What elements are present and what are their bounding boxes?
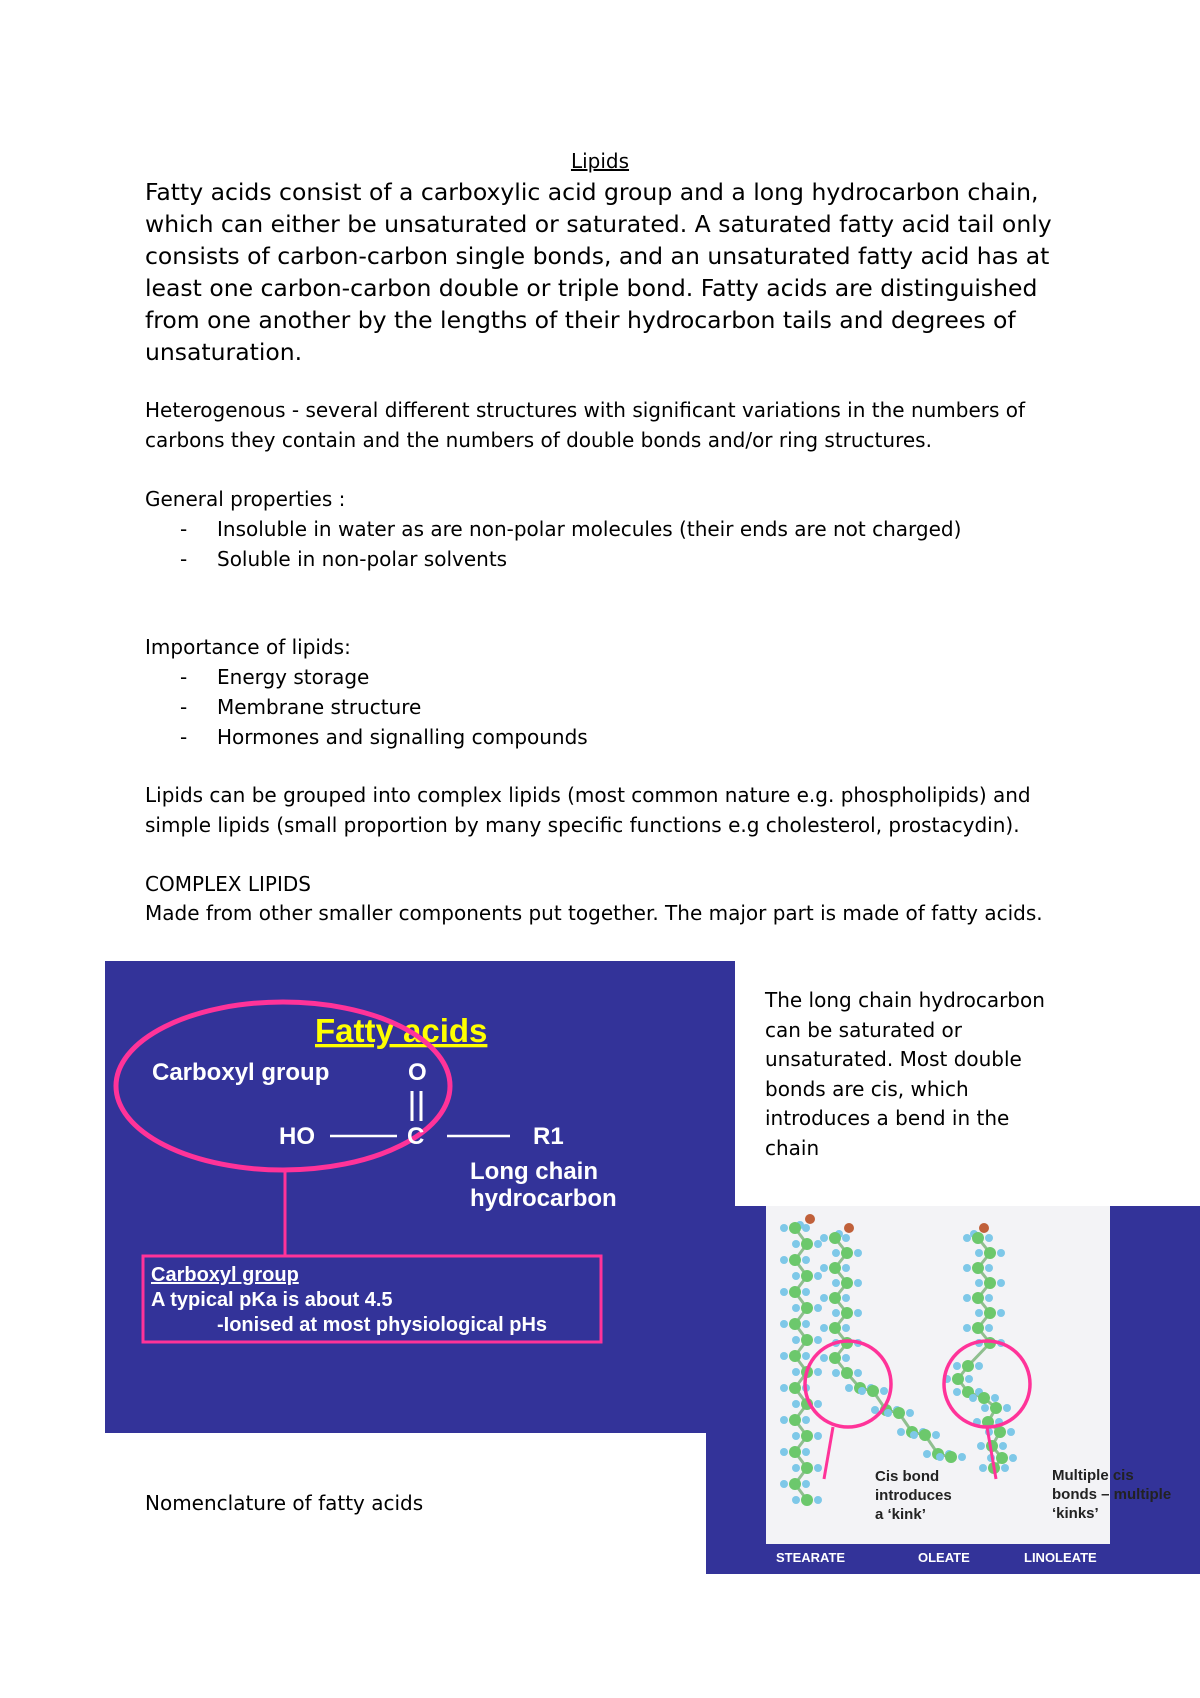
hydrogen-atom xyxy=(936,1453,944,1461)
oxygen-atom xyxy=(844,1223,854,1233)
carbon-atom xyxy=(801,1462,813,1474)
side-note-line: bonds are cis, which xyxy=(765,1076,969,1101)
carbon-atom xyxy=(919,1429,931,1441)
intro-line: consists of carbon-carbon single bonds, and an unsaturated fatty acid has at xyxy=(145,242,1050,270)
cis-label-line: Cis bond xyxy=(875,1468,940,1485)
side-note-line: introduces a bend in the xyxy=(765,1106,1010,1130)
complex-lipids-heading: COMPLEX LIPIDS xyxy=(145,872,311,896)
hydrogen-atom xyxy=(792,1240,800,1248)
hydrogen-atom xyxy=(820,1324,828,1332)
hydrogen-atom xyxy=(897,1428,905,1436)
hydrogen-atom xyxy=(792,1464,800,1472)
cis-bond-highlight-circle xyxy=(805,1341,891,1427)
carbon-atom xyxy=(962,1360,974,1372)
hydrogen-atom xyxy=(975,1249,983,1257)
hydrogen-atom xyxy=(780,1256,788,1264)
hydrogen-atom xyxy=(997,1309,1005,1317)
carbon-atom xyxy=(893,1407,905,1419)
hydrogen-atom xyxy=(963,1264,971,1272)
carbon-atom xyxy=(984,1277,996,1289)
oxygen-atom: O xyxy=(408,1059,427,1086)
hydroxyl-label: HO xyxy=(279,1123,315,1150)
hydrogen-atom xyxy=(802,1288,810,1296)
hydrogen-atom xyxy=(906,1409,914,1417)
hydrogen-atom xyxy=(780,1224,788,1232)
page-title: Lipids xyxy=(570,149,630,173)
cis-label-line: a ‘kink’ xyxy=(875,1506,926,1523)
hydrogen-atom xyxy=(792,1496,800,1504)
carbon-atom xyxy=(972,1232,984,1244)
carbon-atom xyxy=(829,1232,841,1244)
general-properties-list xyxy=(180,514,961,574)
hydrogen-atom xyxy=(832,1249,840,1257)
fatty-acid-models-slide xyxy=(706,1206,1200,1574)
grouping-paragraph xyxy=(145,780,1031,840)
hydrogen-atom xyxy=(780,1384,788,1392)
stearate-label: STEARATE xyxy=(776,1550,846,1565)
hydrogen-atom xyxy=(792,1368,800,1376)
hydrogen-atom xyxy=(953,1362,961,1370)
carbon-atom xyxy=(829,1322,841,1334)
long-chain-label: Long chain xyxy=(470,1158,598,1185)
hydrogen-atom xyxy=(969,1394,977,1402)
hydrogen-atom xyxy=(814,1240,822,1248)
hydrogen-atom xyxy=(1009,1454,1017,1462)
carbon-atom xyxy=(801,1270,813,1282)
hydrogen-atom xyxy=(979,1464,987,1472)
carbon-atom xyxy=(978,1392,990,1404)
carbon-atom xyxy=(789,1318,801,1330)
hydrogen-atom xyxy=(963,1234,971,1242)
carbon-atom xyxy=(801,1494,813,1506)
carbon-atom xyxy=(801,1302,813,1314)
carbon-atom xyxy=(984,1307,996,1319)
hydrogen-atom xyxy=(814,1464,822,1472)
carbon-atom xyxy=(801,1238,813,1250)
grouping-line: Lipids can be grouped into complex lipids (most common nature e.g. phospholipids) and xyxy=(145,783,1031,807)
oxygen-atom xyxy=(805,1214,815,1224)
hydrogen-atom xyxy=(997,1279,1005,1287)
hydrogen-atom xyxy=(780,1448,788,1456)
hydrogen-atom xyxy=(832,1279,840,1287)
list-item: - Insoluble in water as are non-polar molecules (their ends are not charged) xyxy=(180,517,962,541)
importance-heading: Importance of lipids: xyxy=(145,635,351,659)
hydrogen-atom xyxy=(802,1416,810,1424)
list-item: - Soluble in non-polar solvents xyxy=(180,547,508,571)
oxygen-atom xyxy=(979,1223,989,1233)
carbon-atom xyxy=(829,1352,841,1364)
molecule-chains xyxy=(780,1214,1017,1506)
hydrogen-atom xyxy=(985,1234,993,1242)
hydrogen-atom xyxy=(953,1388,961,1396)
carbon-atom xyxy=(972,1262,984,1274)
hydrogen-atom xyxy=(965,1375,973,1383)
carbon-atom xyxy=(801,1430,813,1442)
info-box-title: Carboxyl group xyxy=(151,1264,299,1286)
hydrogen-atom xyxy=(780,1288,788,1296)
carbon-atom xyxy=(841,1247,853,1259)
hydrogen-atom xyxy=(814,1432,822,1440)
hydrogen-atom xyxy=(802,1352,810,1360)
hydrogen-atom xyxy=(842,1234,850,1242)
carbon-atom xyxy=(789,1350,801,1362)
hydrogen-atom xyxy=(985,1324,993,1332)
hydrogen-atom xyxy=(854,1309,862,1317)
hydrogen-atom xyxy=(842,1354,850,1362)
list-item: - Hormones and signalling compounds xyxy=(180,725,588,749)
complex-lipids-text: Made from other smaller components put together. The major part is made of fatty acids. xyxy=(145,901,1043,925)
carbon-atom xyxy=(990,1402,1002,1414)
hydrogen-atom xyxy=(985,1264,993,1272)
hydrogen-atom xyxy=(802,1448,810,1456)
hydrogen-atom xyxy=(832,1309,840,1317)
fatty-acids-slide xyxy=(105,961,735,1433)
list-item: - Energy storage xyxy=(180,665,370,689)
side-note xyxy=(765,986,1045,1163)
heterogenous-line: Heterogenous - several different structures with significant variations in the numbers of xyxy=(145,398,1026,422)
side-note-line: chain xyxy=(765,1135,820,1160)
carbon-atom xyxy=(972,1292,984,1304)
carbon-atom xyxy=(789,1222,801,1234)
hydrogen-atom xyxy=(792,1432,800,1440)
intro-line: which can either be unsaturated or saturated. A saturated fatty acid tail only xyxy=(145,210,1052,238)
hydrogen-atom xyxy=(842,1324,850,1332)
info-box-pka: A typical pKa is about 4.5 xyxy=(151,1289,393,1311)
hydrogen-atom xyxy=(820,1234,828,1242)
hydrogen-atom xyxy=(932,1431,940,1439)
hydrogen-atom xyxy=(780,1480,788,1488)
hydrogen-atom xyxy=(780,1352,788,1360)
hydrogen-atom xyxy=(814,1272,822,1280)
side-note-line: unsaturated. Most double xyxy=(765,1047,1022,1071)
molecular-models-diagram xyxy=(706,1206,1200,1574)
hydrogen-atom xyxy=(832,1369,840,1377)
hydrogen-atom xyxy=(802,1480,810,1488)
hydrogen-atom xyxy=(1001,1464,1009,1472)
carbon-atom xyxy=(789,1478,801,1490)
cis-label-line: introduces xyxy=(875,1487,952,1504)
hydrogen-atom xyxy=(802,1224,810,1232)
carbon-atom xyxy=(841,1307,853,1319)
hydrogen-atom xyxy=(975,1309,983,1317)
hydrogen-atom xyxy=(780,1320,788,1328)
multiple-cis-label-line: Multiple cis xyxy=(1052,1467,1134,1484)
intro-line: from one another by the lengths of their hydrocarbon tails and degrees of xyxy=(145,306,1016,334)
grouping-line: simple lipids (small proportion by many specific functions e.g cholesterol, prostacydin). xyxy=(145,813,1020,837)
hydrogen-atom xyxy=(820,1354,828,1362)
hydrogen-atom xyxy=(975,1362,983,1370)
hydrogen-atom xyxy=(802,1256,810,1264)
carbon-atom xyxy=(829,1262,841,1274)
hydrogen-atom xyxy=(842,1264,850,1272)
hydrogen-atom xyxy=(820,1264,828,1272)
carbon-atom xyxy=(984,1247,996,1259)
carbon-atom xyxy=(789,1446,801,1458)
hydrogen-atom xyxy=(854,1369,862,1377)
multiple-cis-label-line: bonds – multiple xyxy=(1052,1486,1172,1503)
oleate-label: OLEATE xyxy=(918,1550,970,1565)
hydrogen-atom xyxy=(802,1320,810,1328)
carbon-atom xyxy=(972,1322,984,1334)
hydrogen-atom xyxy=(820,1294,828,1302)
hydrogen-atom xyxy=(981,1404,989,1412)
hydrogen-atom xyxy=(854,1249,862,1257)
intro-line: least one carbon-carbon double or triple bond. Fatty acids are distinguished xyxy=(145,274,1038,302)
carbon-atom xyxy=(789,1414,801,1426)
hydrogen-atom xyxy=(845,1384,853,1392)
hydrocarbon-label: hydrocarbon xyxy=(470,1185,617,1212)
carbon-atom xyxy=(789,1286,801,1298)
hydrogen-atom xyxy=(858,1387,866,1395)
carbon-atom xyxy=(841,1277,853,1289)
hydrogen-atom xyxy=(985,1294,993,1302)
carbon-atom xyxy=(801,1334,813,1346)
hydrogen-atom xyxy=(814,1336,822,1344)
hydrogen-atom xyxy=(880,1387,888,1395)
info-box-ionised: -Ionised at most physiological pHs xyxy=(217,1314,548,1336)
list-item: - Membrane structure xyxy=(180,695,422,719)
carbon-atom xyxy=(789,1254,801,1266)
hydrogen-atom xyxy=(923,1450,931,1458)
side-note-line: can be saturated or xyxy=(765,1017,962,1042)
carbon-atom xyxy=(996,1452,1008,1464)
carbon-atom xyxy=(952,1373,964,1385)
hydrogen-atom xyxy=(963,1294,971,1302)
hydrogen-atom xyxy=(814,1368,822,1376)
carbon-atom xyxy=(829,1292,841,1304)
slide-title: Fatty acids xyxy=(315,1012,488,1049)
hydrogen-atom xyxy=(958,1453,966,1461)
hydrogen-atom xyxy=(1003,1404,1011,1412)
hydrogen-atom xyxy=(842,1294,850,1302)
hydrogen-atom xyxy=(792,1336,800,1344)
carboxyl-group-label: Carboxyl group xyxy=(152,1059,330,1086)
hydrogen-atom xyxy=(997,1249,1005,1257)
multiple-cis-label-line: ‘kinks’ xyxy=(1052,1505,1099,1522)
fatty-acids-diagram xyxy=(105,961,735,1433)
nomenclature-heading: Nomenclature of fatty acids xyxy=(145,1491,424,1515)
hydrogen-atom xyxy=(910,1431,918,1439)
hydrogen-atom xyxy=(963,1324,971,1332)
hydrogen-atom xyxy=(975,1279,983,1287)
heterogenous-paragraph xyxy=(145,395,1025,455)
carbon-atom xyxy=(789,1382,801,1394)
hydrogen-atom xyxy=(792,1272,800,1280)
importance-list xyxy=(180,662,588,752)
hydrogen-atom xyxy=(814,1496,822,1504)
carbon-atom xyxy=(945,1451,957,1463)
hydrogen-atom xyxy=(792,1400,800,1408)
intro-line: unsaturation. xyxy=(145,338,303,366)
carbon-atom: C xyxy=(407,1123,425,1150)
hydrogen-atom xyxy=(780,1416,788,1424)
side-note-line: The long chain hydrocarbon xyxy=(765,988,1045,1012)
general-properties-heading: General properties : xyxy=(145,487,346,511)
heterogenous-line: carbons they contain and the numbers of double bonds and/or ring structures. xyxy=(145,428,932,452)
hydrogen-atom xyxy=(1007,1428,1015,1436)
hydrogen-atom xyxy=(977,1442,985,1450)
intro-paragraph xyxy=(145,176,1052,368)
carbon-atom xyxy=(867,1385,879,1397)
intro-line: Fatty acids consist of a carboxylic acid group and a long hydrocarbon chain, xyxy=(145,178,1039,206)
hydrogen-atom xyxy=(792,1304,800,1312)
hydrogen-atom xyxy=(814,1400,822,1408)
hydrogen-atom xyxy=(999,1442,1007,1450)
hydrogen-atom xyxy=(854,1279,862,1287)
r1-label: R1 xyxy=(533,1123,564,1150)
hydrogen-atom xyxy=(991,1394,999,1402)
carbon-atom xyxy=(841,1367,853,1379)
hydrogen-atom xyxy=(814,1304,822,1312)
hydrogen-atom xyxy=(884,1409,892,1417)
cis-pointer-line xyxy=(824,1427,833,1479)
linoleate-label: LINOLEATE xyxy=(1024,1550,1097,1565)
